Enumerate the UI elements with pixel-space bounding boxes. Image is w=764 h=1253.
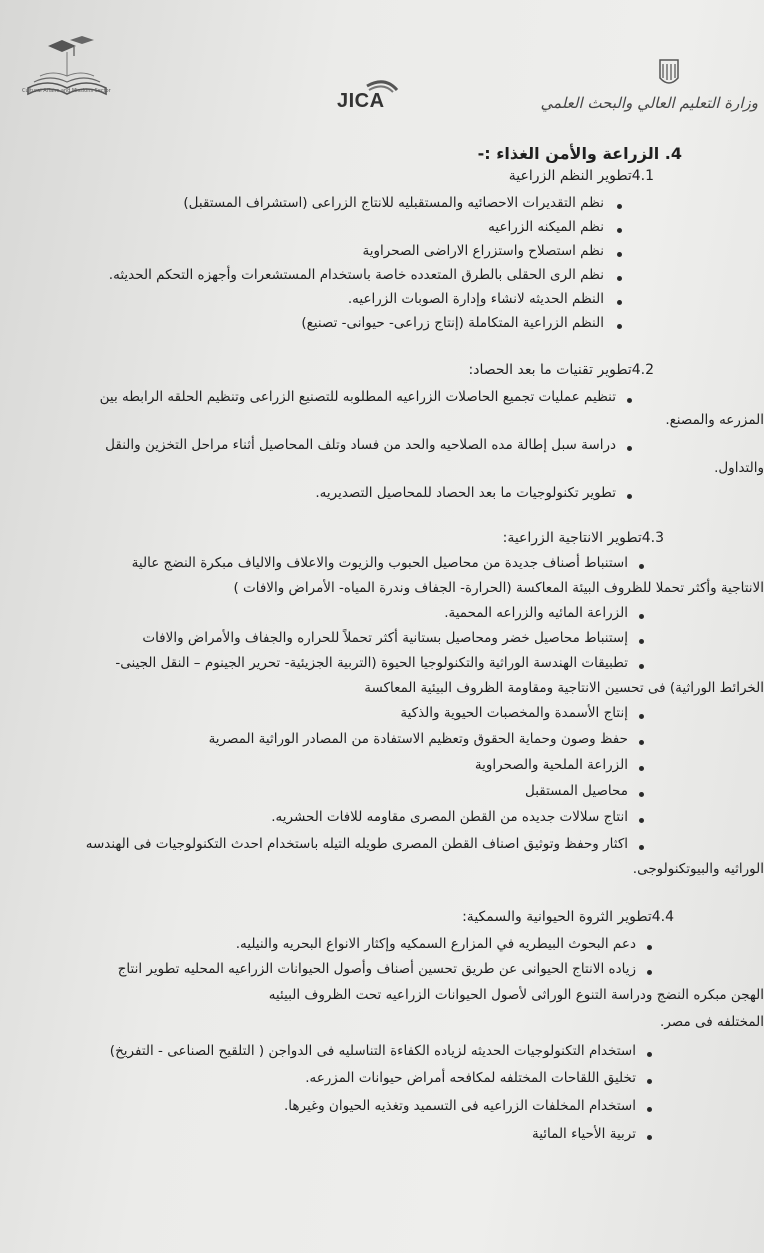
bullet-icon <box>617 324 622 329</box>
ministry-name: وزارة التعليم العالي والبحث العلمي <box>540 94 758 112</box>
bullet-icon <box>647 970 652 975</box>
bullet-icon <box>639 614 644 619</box>
list-item: زياده الانتاج الحيوانى عن طريق تحسين أصناف وأصول الحيوانات الزراعيه المحليه تطوير انتاج <box>117 961 636 977</box>
subsection-heading: 4.2تطوير تقنيات ما بعد الحصاد: <box>468 362 654 378</box>
list-item: استخدام المخلفات الزراعيه فى التسميد وتغذيه الحيوان وغيرها. <box>284 1098 636 1114</box>
bullet-icon <box>639 792 644 797</box>
list-item: دراسة سبل إطالة مده الصلاحيه والحد من فساد وتلف المحاصيل أثناء مراحل التخزين والنقل <box>105 437 616 453</box>
list-item-continuation: المزرعه والمصنع. <box>665 412 764 428</box>
list-item: النظم الزراعية المتكاملة (إنتاج زراعى- حيوانى- تصنيع) <box>301 315 604 331</box>
subsection-heading: 4.1تطوير النظم الزراعية <box>508 168 654 184</box>
list-item-continuation: الوراثيه والبيوتكنولوجى. <box>632 861 764 877</box>
bullet-icon <box>639 766 644 771</box>
graduation-book-logo-icon <box>18 30 116 110</box>
bullet-icon <box>647 1079 652 1084</box>
list-item: محاصيل المستقبل <box>524 783 628 799</box>
list-item: تخليق اللقاحات المختلفه لمكافحه أمراض حيوانات المزرعه. <box>305 1070 636 1086</box>
bullet-icon <box>639 639 644 644</box>
bullet-icon <box>639 845 644 850</box>
list-item: نظم الرى الحقلى بالطرق المتعدده خاصة باستخدام المستشعرات وأجهزه التحكم الحديثه. <box>108 267 604 283</box>
bullet-icon <box>617 228 622 233</box>
list-item: النظم الحديثه لانشاء وإدارة الصوبات الزراعيه. <box>347 291 604 307</box>
bullet-icon <box>639 740 644 745</box>
bullet-icon <box>617 252 622 257</box>
list-item: نظم استصلاح واستزراع الاراضى الصحراوية <box>362 243 604 259</box>
list-item: استنباط أصناف جديدة من محاصيل الحبوب والزيوت والاعلاف والالياف مبكرة النضج عالية <box>131 555 628 571</box>
page-header <box>0 0 764 140</box>
bullet-icon <box>647 945 652 950</box>
bullet-icon <box>617 276 622 281</box>
bullet-icon <box>617 204 622 209</box>
list-item: نظم التقديرات الاحصائيه والمستقبليه للانتاج الزراعى (استشراف المستقبل) <box>183 195 604 211</box>
list-item: اكثار وحفظ وتوثيق اصناف القطن المصرى طويله التيله باستخدام احدث التكنولوجيات فى الهندسه <box>85 836 628 852</box>
list-item: الزراعة المائيه والزراعه المحمية. <box>444 605 628 621</box>
subsection-heading: 4.4تطوير الثروة الحيوانية والسمكية: <box>462 909 674 925</box>
eagle-emblem-icon <box>652 56 686 90</box>
bullet-icon <box>617 300 622 305</box>
list-item: تطوير تكنولوجيات ما بعد الحصاد للمحاصيل التصديريه. <box>315 485 616 501</box>
list-item-continuation: والتداول. <box>714 460 764 476</box>
bullet-icon <box>647 1107 652 1112</box>
jica-logo-text: JICA <box>337 90 385 112</box>
bullet-icon <box>627 398 632 403</box>
list-item-continuation: الخرائط الوراثية) فى تحسين الانتاجية ومقاومة الظروف البيئية المعاكسة <box>364 680 764 696</box>
bullet-icon <box>639 818 644 823</box>
list-item: الزراعة الملحية والصحراوية <box>474 757 628 773</box>
list-item: تربية الأحياء المائية <box>531 1126 636 1142</box>
subsection-heading: 4.3تطوير الانتاجية الزراعية: <box>502 530 664 546</box>
list-item: إستنباط محاصيل خضر ومحاصيل بستانية أكثر تحملاً للحراره والجفاف والأمراض والافات <box>142 630 628 646</box>
section-title: 4. الزراعة والأمن الغذاء :- <box>477 144 682 163</box>
list-item: نظم الميكنه الزراعيه <box>488 219 604 235</box>
list-item-continuation: الانتاجية وأكثر تحملا للظروف البيئة المعاكسة (الحرارة- الجفاف وندرة المياه- الأمراض والافات ) <box>233 580 764 596</box>
list-item-continuation: المختلفه فى مصر. <box>660 1014 764 1030</box>
bullet-icon <box>639 714 644 719</box>
list-item-continuation: الهجن مبكره النضج ودراسة التنوع الوراثى لأصول الحيوانات الزراعيه تحت الظروف البيئيه <box>268 987 764 1003</box>
list-item: تنظيم عمليات تجميع الحاصلات الزراعيه المطلوبه للتصنيع الزراعى وتنظيم الحلقه الرابطه بين <box>99 389 616 405</box>
bullet-icon <box>647 1052 652 1057</box>
bullet-icon <box>639 564 644 569</box>
list-item: انتاج سلالات جديده من القطن المصرى مقاومه للافات الحشريه. <box>271 809 628 825</box>
list-item: حفظ وصون وحماية الحقوق وتعظيم الاستفادة من المصادر الوراثية المصرية <box>208 731 628 747</box>
bullet-icon <box>627 446 632 451</box>
bullet-icon <box>647 1135 652 1140</box>
list-item: دعم البحوث البيطريه في المزارع السمكيه وإكثار الانواع البحريه والنيليه. <box>235 936 636 952</box>
list-item: إنتاج الأسمدة والمخصبات الحيوية والذكية <box>400 705 628 721</box>
bullet-icon <box>639 664 644 669</box>
list-item: تطبيقات الهندسة الوراثية والتكنولوجيا الحيوة (التربية الجزيئية- تحرير الجينوم – النقل الجينى- <box>115 655 628 671</box>
left-logo-caption: Cultural Affairs and Missions Sector <box>22 88 111 94</box>
jica-logo <box>337 76 403 122</box>
list-item: استخدام التكنولوجيات الحديثه لزياده الكفاءة التناسليه فى الدواجن ( التلقيح الصناعى - التفريخ) <box>109 1043 636 1059</box>
bullet-icon <box>627 494 632 499</box>
